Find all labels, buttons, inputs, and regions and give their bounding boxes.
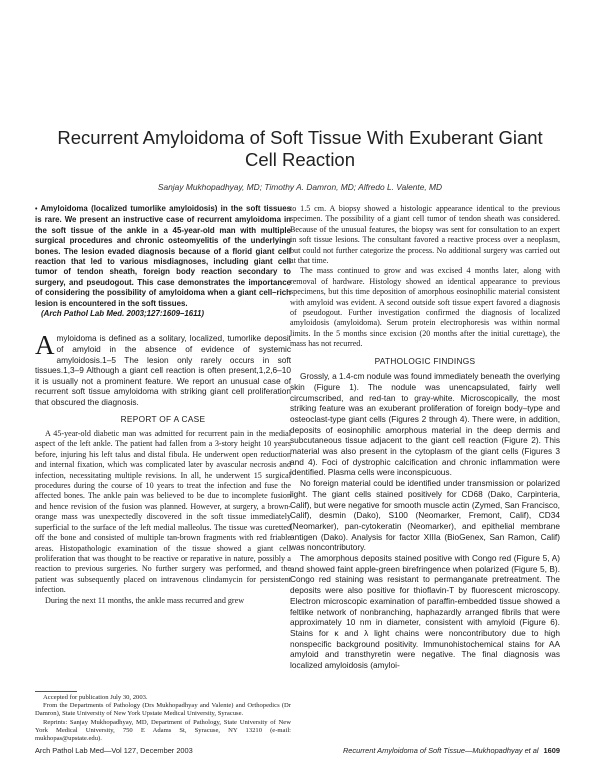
author-list: Sanjay Mukhopadhyay, MD; Timothy A. Damron, MD; Alfredo L. Valente, MD: [157, 182, 443, 192]
footnote-reprints: Reprints: Sanjay Mukhopadhyay, MD, Department of Pathology, State University of New York Medical University, 750 E Adams St, Syracuse, NY 13210 (e-mail: mukhopas@upstate.edu).: [35, 718, 291, 743]
abstract-bullet: •: [35, 206, 38, 213]
footer-running-title: Recurrent Amyloidoma of Soft Tissue—Mukhopadhyay et al: [342, 746, 539, 755]
abstract-text: Amyloidoma (localized tumorlike amyloidosis) in the soft tissues is rare. We present an instructive case of recurrent amyloidoma in the soft tissue of the ankle in a 45-year-old man with multiple surgical procedures and chronic osteomyelitis of the underlying bones. The lesion evaded diagnosis because of a florid giant cell reaction that led to various misdiagnoses, including giant cell tumor of tendon sheath, foreign body reaction secondary to surgery, and pseudogout. This case demonstrates the importance of considering the possibility of amyloidoma when a giant cell–rich lesion is encountered in the soft tissues.: [35, 204, 291, 308]
report-paragraph-3: to 1.5 cm. A biopsy showed a histologic appearance identical to the previous specimen. The possibility of a giant cell tumor of tendon sheath was considered. Because of the unusual features, the biopsy was sent for consultation to an expert in soft tissue lesions. The consultant favored a reactive process over a neoplasm, but could not further categorize the process. No additional surgery was carried out at that time.: [290, 204, 560, 266]
intro-text: myloidoma is defined as a solitary, localized, tumorlike deposit of amyloid in the absence of evidence of systemic amyloidosis.1–5 The lesion only rarely occurs in soft tissues.1,3–9 Although a giant cell reaction is often present,1,2,6–10 it is usually not a prominent feature. We report an unusual case of recurrent soft tissue amyloidoma with striking giant cell proliferation that obscured the diagnosis.: [35, 333, 291, 408]
footer-journal: Arch Pathol Lab Med—Vol 127, December 2003: [35, 746, 193, 755]
intro-paragraph: [35, 330, 291, 408]
drop-cap: A: [35, 330, 55, 361]
article-title: Recurrent Amyloidoma of Soft Tissue With Exuberant Giant Cell Reaction: [57, 127, 543, 170]
report-paragraph-1: A 45-year-old diabetic man was admitted for recurrent pain in the medial aspect of the left ankle. The patient had fallen from a 3-story height 10 years before, injuring his left talus and distal fibula. He underwent open reduction and internal fixation, which was complicated later by avascular necrosis and infection, necessitating multiple revisions. In all, he underwent 15 surgical procedures during the course of 10 years to treat the infection and fuse the affected bones. The ankle pain was believed to be due to incomplete fusion and hence revision of the fusion was planned. However, at surgery, a brown-orange mass was unexpectedly discovered in the soft tissue immediately superficial to the surface of the left medial malleolus. The tissue was curetted off the bone and consisted of multiple tan-brown fragments with red friable areas. Histopathologic examination of the tissue showed a giant cell proliferation that was thought to be reactive or reparative in nature, possibly a reaction to previous surgeries. No further surgery was performed, and the patient was subsequently placed on intravenous clindamycin for persistent infection.: [35, 429, 291, 595]
findings-paragraph-1: Grossly, a 1.4-cm nodule was found immediately beneath the overlying skin (Figure 1). The nodule was unencapsulated, fairly well circumscribed, and red-tan to gray-white. Microscopically, the most striking feature was an exuberant proliferation of foreign body–type and osteoclast-type giant cells (Figures 2 through 4). There were, in addition, deposits of eosinophilic amorphous material in the deep dermis and subcutaneous tissue adjacent to the giant cell reaction (Figure 2). This material was also present in the cytoplasm of the giant cells (Figures 3 and 4). Foci of dystrophic calcification and chronic inflammation were identified. Plasma cells were inconspicuous.: [290, 371, 560, 478]
footer-right: [343, 746, 560, 755]
footnote-rule: [35, 691, 77, 692]
report-paragraph-2: During the next 11 months, the ankle mass recurred and grew: [45, 595, 245, 605]
footnotes: [35, 691, 291, 743]
footnote-accepted: Accepted for publication July 30, 2003.: [43, 694, 148, 701]
footnote-departments: From the Departments of Pathology (Drs Mukhopadhyay and Valente) and Orthopedics (Dr Damron), State University of New York Upstate Medical University, Syracuse.: [35, 702, 291, 718]
section-heading-findings: PATHOLOGIC FINDINGS: [374, 355, 476, 366]
abstract-citation: (Arch Pathol Lab Med. 2003;127:1609–1611): [41, 309, 204, 319]
page-number: 1609: [543, 746, 560, 755]
findings-paragraph-3: The amorphous deposits stained positive with Congo red (Figure 5, A) and showed faint apple-green birefringence when polarized (Figure 5, B). Congo red staining was resistant to permanganate pretreatment. The deposits were also positive for thioflavin-T by fluorescent microscopy. Electron microscopic examination of paraffin-embedded tissue showed a feltlike network of nonbranching, haphazardly arranged fibrils that were approximately 10 nm in diameter, consistent with amyloid (Figure 6). Stains for κ and λ light chains were noncontributory due to high nonspecific background positivity. Immunohistochemical stains for AA amyloid and transthyretin were negative. The final diagnosis was localized amyloidosis (amyloi-: [290, 553, 560, 671]
abstract: [35, 204, 291, 309]
left-column: [35, 204, 291, 606]
right-column: [290, 204, 560, 671]
section-heading-report: REPORT OF A CASE: [120, 413, 206, 424]
findings-paragraph-2: No foreign material could be identified under transmission or polarized light. The giant cells stained positively for CD68 (Dako, Carpinteria, Calif), but were negative for smooth muscle actin (Zymed, San Francisco, Calif), desmin (Dako), S100 (Neomarker, Fremont, Calif), CD34 (Neomarker), pan-cytokeratin (Neomarker), and epithelial membrane antigen (Dako). Analysis for factor XIIIa (BioGenex, San Ramon, Calif) was noncontributory.: [290, 478, 560, 553]
report-paragraph-4: The mass continued to grow and was excised 4 months later, along with removal of hardware. Histology showed an identical appearance to previous specimens, but this time deposition of amorphous eosinophilic material consistent with amyloid was evident. A second outside soft tissue expert favored a diagnosis of pseudogout. Further investigation confirmed the diagnosis of localized amyloidosis (amyloidoma). Serum protein electrophoresis was within normal limits. In the 5 months since excision (20 months after the initial curettage), the mass has not recurred.: [290, 266, 560, 349]
